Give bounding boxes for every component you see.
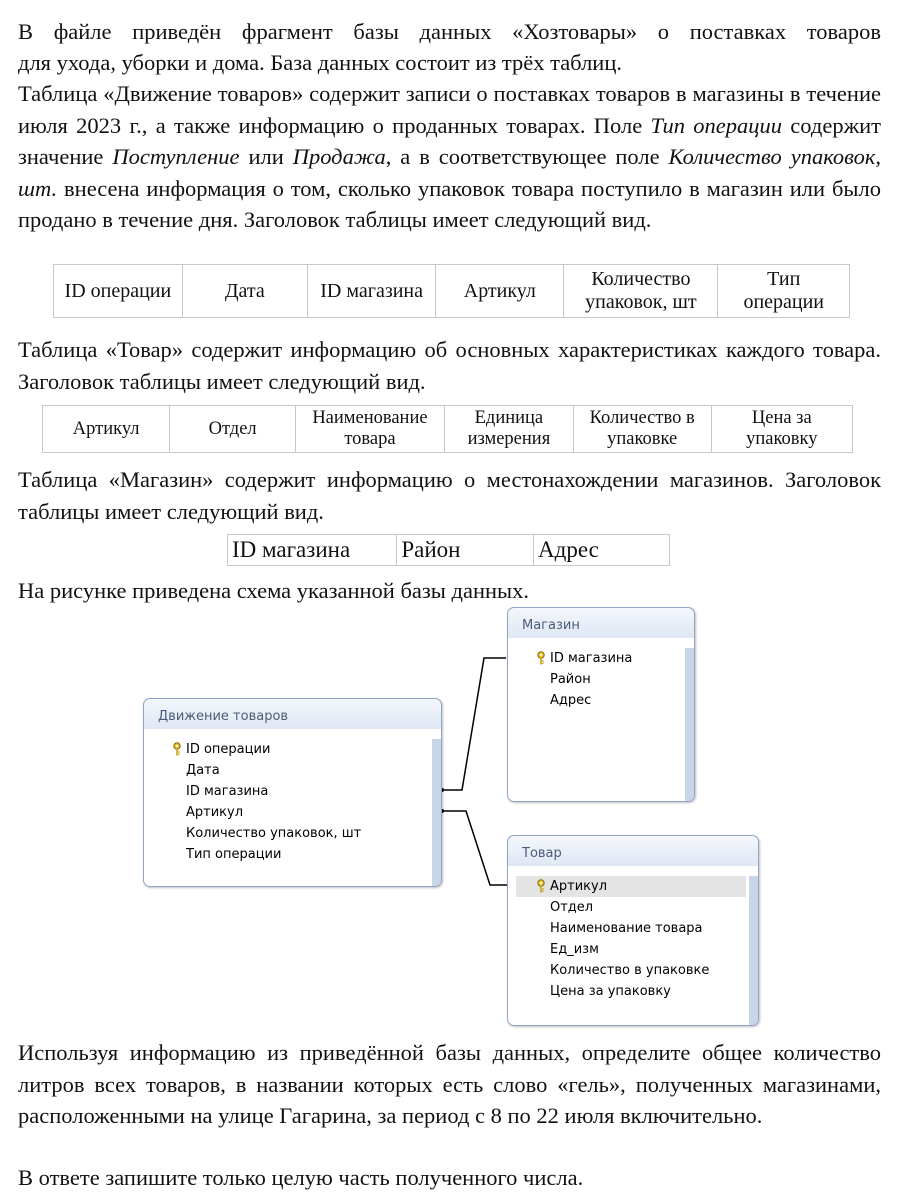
product-header-text: упаковке — [607, 429, 678, 449]
movement-header-cell — [307, 265, 435, 318]
product-table-header — [42, 405, 853, 453]
intro-line-2: для ухода, уборки и дома. База данных состоит из трёх таблиц. — [18, 50, 623, 75]
store-field[interactable] — [516, 690, 682, 711]
product-header-cell — [43, 406, 170, 453]
key-icon — [536, 651, 546, 665]
movement-header-text: упаковок, шт — [585, 291, 697, 313]
movement-header-text: Количество — [591, 268, 691, 290]
movement-field-list — [152, 739, 429, 865]
store-header-cell — [397, 535, 534, 566]
schema-caption: На рисунке приведена схема указанной базы данных. — [18, 578, 530, 603]
field-type-operation: Тип операции — [650, 112, 782, 138]
store-header-cell — [228, 535, 397, 566]
product-table-window[interactable] — [507, 835, 759, 1026]
product-field-label: Отдел — [550, 900, 594, 915]
table3-description: Таблица «Магазин» содержит информацию о местонахождении магазинов. Заголовок таблицы имеет следующий вид. — [18, 467, 881, 524]
product-scrollbar[interactable] — [749, 876, 758, 1025]
product-header-text: Артикул — [72, 418, 140, 439]
movement-scrollbar[interactable] — [432, 739, 441, 886]
movement-header-text: ID операции — [64, 279, 172, 302]
movement-table-window[interactable] — [143, 698, 442, 887]
movement-header-cell — [436, 265, 564, 318]
product-field[interactable] — [516, 960, 746, 981]
movement-field[interactable] — [152, 844, 429, 865]
answer-note: В ответе запишите только целую часть полученного числа. — [18, 1165, 584, 1190]
movement-header-cell — [564, 265, 718, 318]
product-header-cell — [573, 406, 711, 453]
movement-table-title: Движение товаров — [158, 709, 289, 724]
product-field-label: Артикул — [550, 879, 608, 894]
movement-field[interactable] — [152, 739, 429, 760]
product-header-cell — [295, 406, 444, 453]
intro-line-1: В файле приведён фрагмент базы данных «Хозтовары» о поставках товаров — [18, 19, 881, 44]
store-field-label: Адрес — [550, 693, 592, 708]
store-header-text: Адрес — [538, 537, 599, 562]
movement-field[interactable] — [152, 823, 429, 844]
value-sale: Продажа — [292, 144, 386, 169]
relation-movement-product — [440, 811, 516, 885]
product-table-title: Товар — [522, 846, 562, 861]
product-field[interactable] — [516, 897, 746, 918]
field-package-count: Количество упаковок, шт. — [18, 144, 881, 201]
movement-field[interactable] — [152, 802, 429, 823]
store-field-label: Район — [550, 672, 591, 687]
movement-field-label: Артикул — [186, 805, 244, 820]
movement-header-text: операции — [743, 291, 825, 313]
store-header-text: Район — [401, 537, 461, 562]
product-field-list — [516, 876, 746, 1002]
store-table-header — [227, 534, 670, 566]
task-text: Используя информацию из приведённой базы данных, определите общее количество литров всех товаров, в названии которых есть слово «гель», полученных магазинами, расположенными на улице Гагарина, за период с 8 по 22 июля включительно. — [18, 1040, 881, 1128]
value-incoming: Поступление — [112, 144, 240, 169]
key-icon — [536, 879, 546, 893]
store-header-text: ID магазина — [232, 537, 351, 562]
product-field-label: Ед_изм — [550, 942, 599, 957]
product-header-text: Количество в — [589, 408, 695, 428]
movement-field-label: Дата — [186, 763, 220, 778]
database-schema-diagram — [0, 600, 909, 1030]
movement-header-cell — [54, 265, 183, 318]
movement-table-header — [53, 264, 850, 318]
relation-movement-store — [440, 658, 506, 790]
store-field-label: ID магазина — [550, 651, 633, 666]
store-field[interactable] — [516, 648, 682, 669]
movement-header-text: Тип — [767, 268, 801, 290]
table1-description: Таблица «Движение товаров» содержит записи о поставках товаров в магазины в течение июля 2023 г., а также информацию о проданных товарах. Поле Тип операции содержит значение Поступление или Продажа, а в соответствующее поле Количество упаковок, шт. внесена информация о том, сколько упаковок товара поступило в магазин или было продано в течение дня. Заголовок таблицы имеет следующий вид. — [18, 81, 881, 232]
product-field-label: Наименование товара — [550, 921, 703, 936]
product-header-cell — [711, 406, 852, 453]
product-field[interactable] — [516, 876, 746, 897]
store-field-list — [516, 648, 682, 711]
product-header-cell — [444, 406, 573, 453]
movement-field-label: Количество упаковок, шт — [186, 826, 362, 841]
product-header-text: Наименование — [312, 408, 428, 428]
table2-description: Таблица «Товар» содержит информацию об основных характеристиках каждого товара. Заголовок таблицы имеет следующий вид. — [18, 337, 881, 394]
product-field-label: Цена за упаковку — [550, 984, 671, 999]
movement-field[interactable] — [152, 760, 429, 781]
product-field-label: Количество в упаковке — [550, 963, 710, 978]
product-header-text: Цена за — [751, 408, 812, 428]
product-header-text: Единица — [474, 408, 544, 428]
relationship-lines — [0, 600, 909, 1030]
product-header-cell — [170, 406, 296, 453]
movement-field[interactable] — [152, 781, 429, 802]
movement-header-cell — [182, 265, 307, 318]
movement-header-text: Артикул — [463, 279, 536, 302]
store-header-cell — [534, 535, 670, 566]
movement-field-label: Тип операции — [186, 847, 282, 862]
movement-field-label: ID операции — [186, 742, 271, 757]
movement-header-cell — [718, 265, 850, 318]
product-header-text: упаковку — [746, 429, 818, 449]
store-field[interactable] — [516, 669, 682, 690]
product-field[interactable] — [516, 918, 746, 939]
movement-header-text: Дата — [224, 279, 265, 302]
product-header-text: Отдел — [208, 418, 257, 439]
key-icon — [172, 742, 182, 756]
store-scrollbar[interactable] — [685, 648, 694, 801]
product-field[interactable] — [516, 939, 746, 960]
product-field[interactable] — [516, 981, 746, 1002]
product-header-text: измерения — [467, 429, 551, 449]
movement-field-label: ID магазина — [186, 784, 269, 799]
product-header-text: товара — [344, 429, 396, 449]
movement-header-text: ID магазина — [320, 279, 423, 302]
store-table-window[interactable] — [507, 607, 695, 802]
store-table-title: Магазин — [522, 618, 580, 633]
